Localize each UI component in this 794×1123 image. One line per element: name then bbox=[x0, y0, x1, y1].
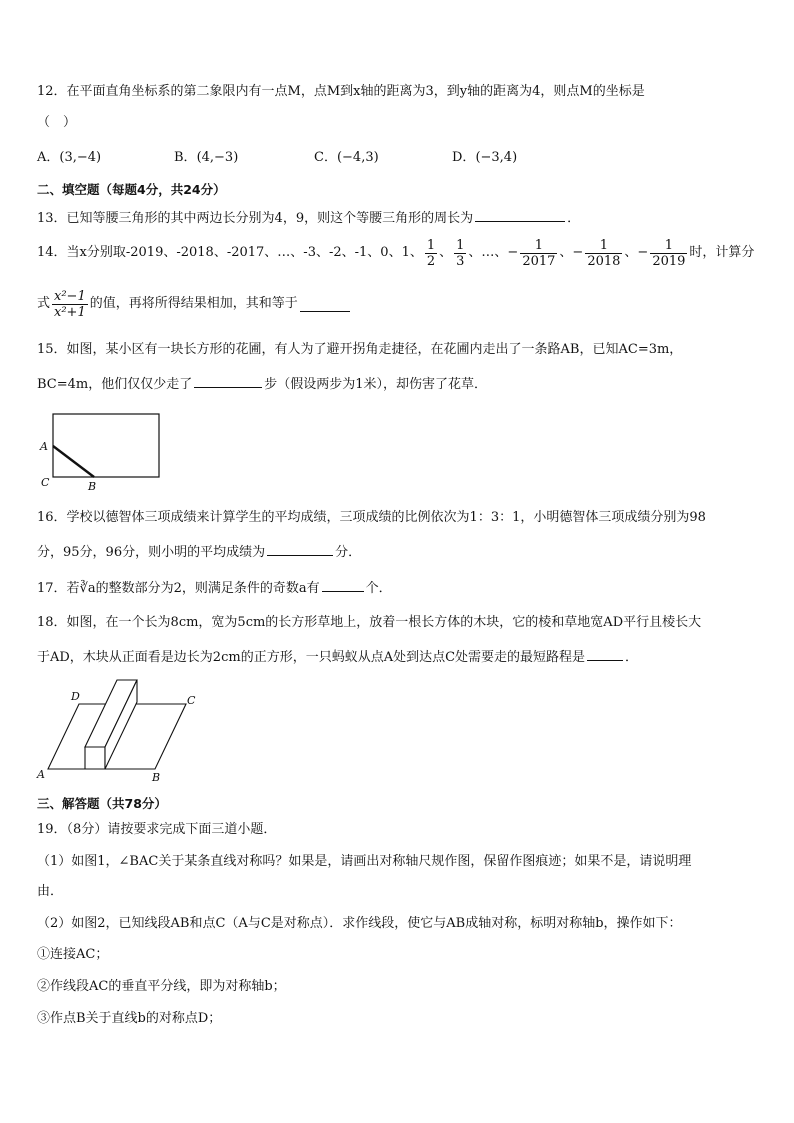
q14-answer-blank[interactable] bbox=[300, 297, 350, 312]
label-a: A bbox=[40, 440, 48, 453]
section-heading-solutions: 三、解答题（共78分） bbox=[37, 796, 167, 811]
q19-step2: ②作线段AC的垂直平分线，即为对称轴b； bbox=[37, 979, 286, 994]
block-front-face bbox=[85, 747, 105, 769]
q14-line1: 14．当x分别取-2019、-2018、-2017、…、-3、-2、-1、0、1、 $\frac{1}{2}$ 、 $\frac{1}{3}$ 、…、− $\frac{1}{2017}$ 、− $\frac{1}{2018}$ 、− $\frac{1}{2019}$ 时，计算分 bbox=[37, 237, 755, 269]
q19-step1: ①连接AC； bbox=[37, 947, 109, 962]
q14-fraction: $\frac{1}{3}$ bbox=[456, 237, 465, 269]
q12-option-a: A．(3,−4) bbox=[37, 150, 102, 165]
q13-answer-blank[interactable] bbox=[475, 207, 565, 222]
label-a: A bbox=[37, 768, 45, 781]
q18-line2: 于AD，木块从正面看是边长为2cm的正方形，一只蚂蚁从点A处到达点C处需要走的最短路程是 ． bbox=[37, 646, 638, 667]
q19-part1-cont: 由． bbox=[37, 884, 64, 899]
q19-part2: （2）如图2，已知线段AB和点C（A与C是对称点）．求作线段，使它与AB成轴对称，标明对称轴b，操作如下： bbox=[37, 916, 682, 931]
q19-step3: ③作点B关于直线b的对称点D； bbox=[37, 1011, 222, 1026]
q19-intro: 19．（8分）请按要求完成下面三道小题． bbox=[37, 822, 277, 837]
q17-answer-blank[interactable] bbox=[322, 577, 364, 592]
q14-expression: $\frac{\text{x²−1}}{\text{x²+1}}$ bbox=[54, 288, 86, 320]
label-b: B bbox=[152, 771, 161, 784]
q18-line1: 18．如图，在一个长为8cm，宽为5cm的长方形草地上，放着一根长方体的木块，它的棱和草地宽AD平行且棱长大 bbox=[37, 615, 702, 630]
label-c: C bbox=[41, 476, 50, 489]
q14-fraction: $\frac{1}{2}$ bbox=[426, 237, 436, 269]
label-b: B bbox=[88, 480, 97, 493]
q16-answer-blank[interactable] bbox=[267, 541, 333, 556]
q14-fraction: $\frac{1}{2019}$ bbox=[652, 237, 686, 269]
q15-line1: 15．如图，某小区有一块长方形的花圃，有人为了避开拐角走捷径，在花圃内走出了一条路AB，已知AC=3m， bbox=[37, 342, 683, 357]
q14-fraction: $\frac{1}{2018}$ bbox=[587, 237, 621, 269]
q14-fraction: $\frac{1}{2017}$ bbox=[522, 237, 556, 269]
q14-line2: 式 $\frac{\text{x²−1}}{\text{x²+1}}$ 的值，再将所得结果相加，其和等于 bbox=[37, 284, 352, 324]
q16-line1: 16．学校以德智体三项成绩来计算学生的平均成绩，三项成绩的比例依次为1：3：1，小明德智体三项成绩分别为98 bbox=[37, 510, 706, 525]
q12-answer-bracket: （ ） bbox=[37, 115, 77, 130]
q17: 17．若∛a的整数部分为2，则满足条件的奇数a有 个． bbox=[37, 577, 392, 598]
q18-lawn-block-figure bbox=[34, 674, 214, 786]
q13: 13．已知等腰三角形的其中两边长分别为4，9，则这个等腰三角形的周长为 ． bbox=[37, 207, 580, 228]
q19-part1: （1）如图1，∠BAC关于某条直线对称吗？如果是，请画出对称轴尺规作图，保留作图痕迹；如果不是，请说明理 bbox=[37, 854, 692, 869]
q15-garden-figure bbox=[36, 408, 171, 493]
label-d: D bbox=[71, 690, 80, 703]
q15-line2: BC=4m，他们仅仅少走了 步（假设两步为1米），却伤害了花草． bbox=[37, 373, 487, 394]
shortcut-path-ab bbox=[53, 446, 94, 477]
label-c: C bbox=[187, 694, 196, 707]
q12-option-b: B．(4,−3) bbox=[174, 150, 239, 165]
q16-line2: 分，95分，96分，则小明的平均成绩为 分． bbox=[37, 541, 361, 562]
q12-option-d: D．(−3,4) bbox=[452, 150, 518, 165]
q15-answer-blank[interactable] bbox=[194, 373, 262, 388]
section-heading-fill-in: 二、填空题（每题4分，共24分） bbox=[37, 182, 226, 197]
q18-answer-blank[interactable] bbox=[587, 646, 623, 661]
q12-stem: 12．在平面直角坐标系的第二象限内有一点M，点M到x轴的距离为3，到y轴的距离为4，则点M的坐标是 bbox=[37, 84, 645, 99]
garden-rectangle bbox=[53, 414, 159, 477]
q12-option-c: C．(−4,3) bbox=[314, 150, 379, 165]
